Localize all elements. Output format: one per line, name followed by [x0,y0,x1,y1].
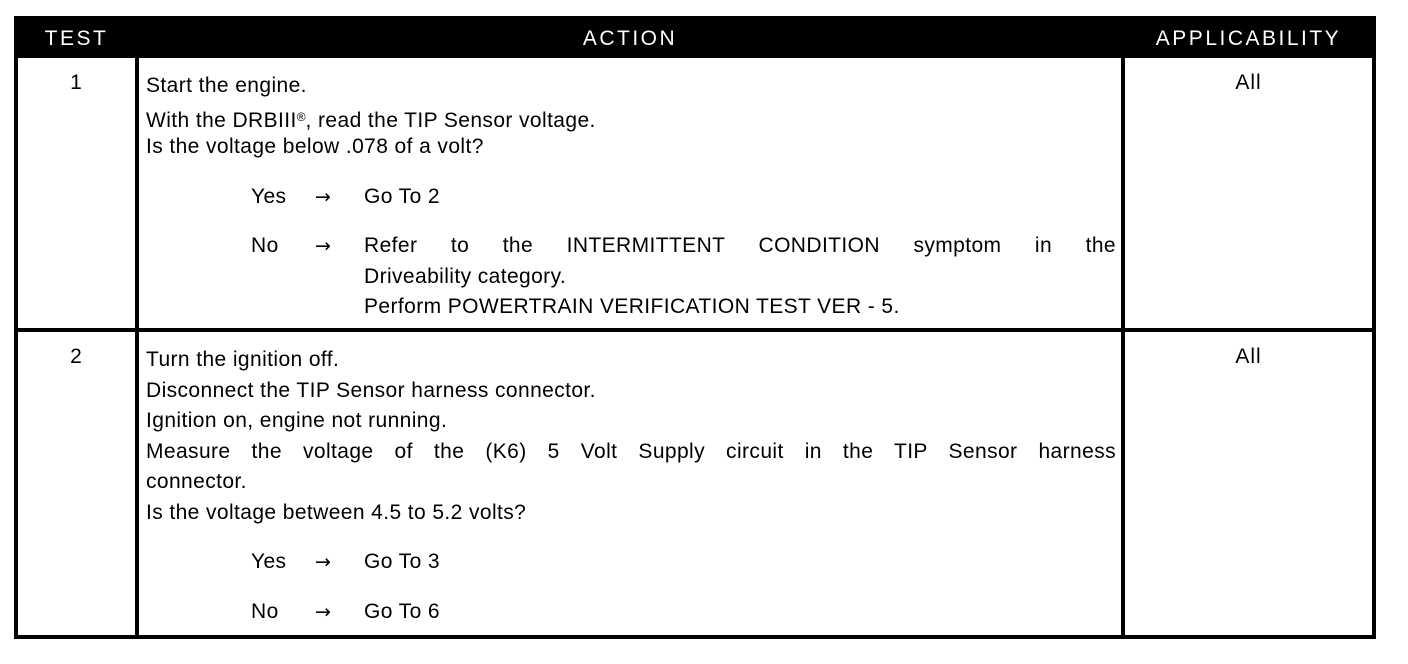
choice-result [364,182,1116,213]
choice-yes [146,182,1116,213]
choice-label: Yes [251,184,287,208]
action-step-part: With the DRBIII [146,108,297,132]
choice-result-line: Go To 6 [364,599,440,623]
action-step-part: , read the TIP Sensor voltage. [305,108,596,132]
applicability-value: All [1235,345,1262,368]
choice-no [146,231,1116,318]
registered-mark: ® [296,109,306,124]
action-step: Ignition on, engine not running. [146,409,448,432]
choice-label: No [251,234,279,257]
action-step: connector. [146,470,247,493]
action-step: Start the engine. [146,74,307,97]
test-number: 2 [70,345,83,368]
action-step: Is the voltage between 4.5 to 5.2 volts? [146,500,527,524]
choice-result-line: Refer to the INTERMITTENT CONDITION symptom in the [364,234,1116,257]
header-test: TEST [44,27,109,50]
choice-result [364,597,1116,628]
action-cell [146,345,1116,627]
arrow-right-icon: → [315,551,332,573]
table-row [18,58,1372,328]
action-step: Turn the ignition off. [146,348,340,371]
choice-result-line: Perform POWERTRAIN VERIFICATION TEST VER - 5. [364,295,900,318]
arrow-right-icon: → [315,185,332,208]
choice-label: Yes [251,550,287,573]
action-step: Disconnect the TIP Sensor harness connector. [146,378,596,402]
table-row [18,332,1372,635]
choice-result [364,547,1116,578]
choice-label: No [251,599,279,623]
table-header-row [18,20,1372,58]
action-step: Is the voltage below .078 of a volt? [146,135,484,158]
arrow-right-icon: → [315,600,332,623]
action-cell [146,71,1116,318]
choice-result-line: Go To 2 [364,184,440,208]
diagnostic-test-table [14,16,1376,639]
header-action: ACTION [582,27,678,50]
choice-result-line: Go To 3 [364,550,440,573]
choice-result-line: Driveability category. [364,264,567,288]
choice-no [146,597,1116,628]
applicability-value: All [1235,71,1262,94]
action-step [146,102,1116,133]
arrow-right-icon: → [315,235,332,257]
test-number: 1 [70,71,83,94]
choice-yes [146,547,1116,578]
action-step: Measure the voltage of the (K6) 5 Volt Supply circuit in the TIP Sensor harness [146,439,1116,463]
header-applicability: APPLICABILITY [1155,27,1342,50]
choice-result [364,231,1116,323]
